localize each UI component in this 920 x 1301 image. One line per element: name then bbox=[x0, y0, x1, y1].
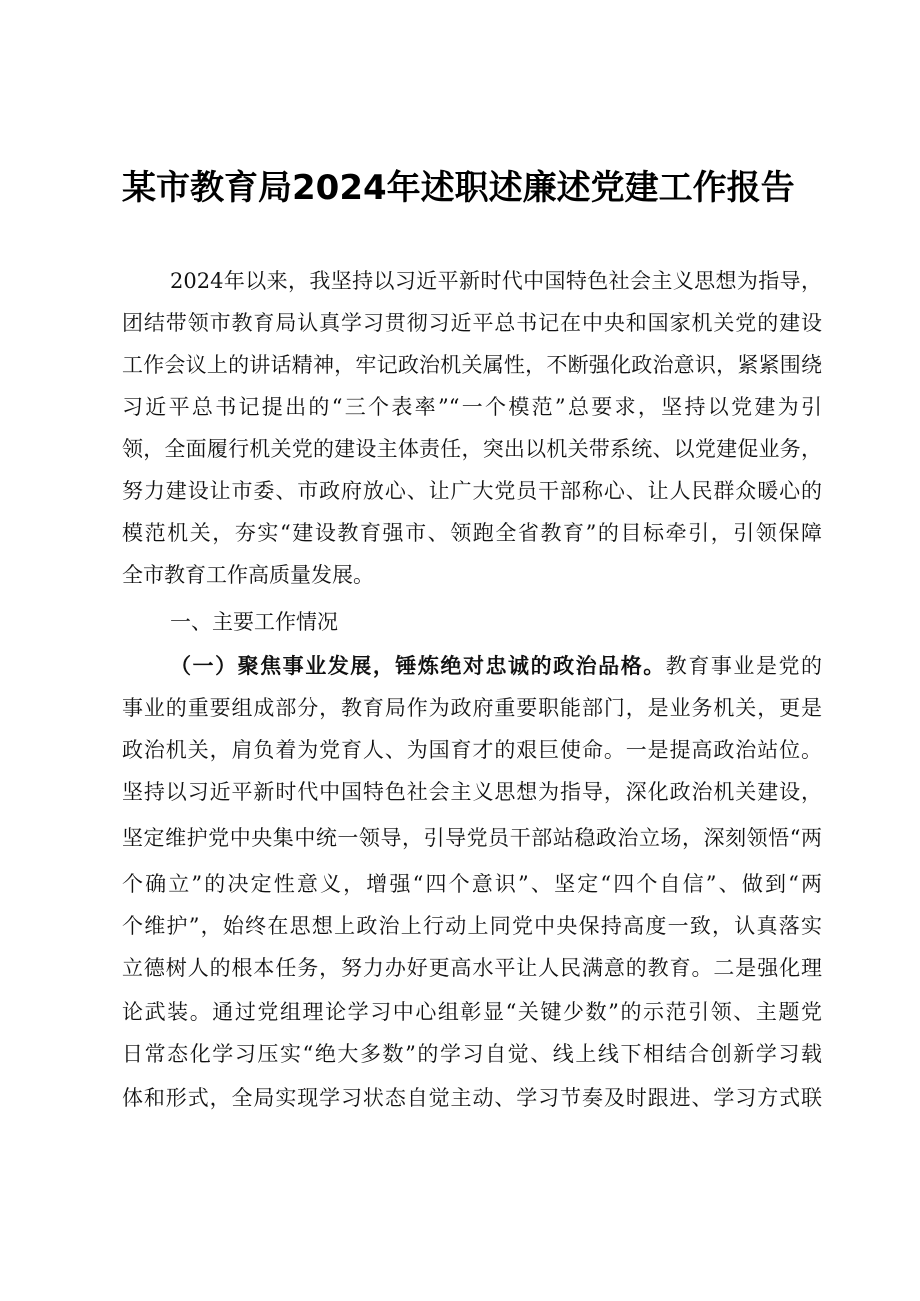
paragraph-line: 2024年以来，我坚持以习近平新时代中国特色社会主义思想为指导， bbox=[170, 269, 822, 293]
paragraph-line: 全市教育工作高质量发展。 bbox=[122, 563, 374, 587]
subsection-first-line bbox=[170, 648, 822, 684]
paragraph-line: 工作会议上的讲话精神，牢记政治机关属性，不断强化政治意识，紧紧围绕 bbox=[122, 353, 822, 377]
paragraph-line: 事业的重要组成部分，教育局作为政府重要职能部门，是业务机关，更是 bbox=[122, 696, 822, 720]
paragraph-line: 论武装。通过党组理论学习中心组彰显“关键少数”的示范引领、主题党 bbox=[122, 1000, 822, 1024]
paragraph-line: 模范机关，夯实“建设教育强市、领跑全省教育”的目标牵引，引领保障 bbox=[122, 521, 822, 545]
paragraph-line: 体和形式，全局实现学习状态自觉主动、学习节奏及时跟进、学习方式联 bbox=[122, 1086, 822, 1110]
paragraph-line: 政治机关，肩负着为党育人、为国育才的艰巨使命。一是提高政治站位。 bbox=[122, 738, 822, 762]
paragraph-line: 领，全面履行机关党的建设主体责任，突出以机关带系统、以党建促业务， bbox=[122, 437, 822, 461]
section-heading: 一、主要工作情况 bbox=[170, 610, 338, 634]
paragraph-line: 坚持以习近平新时代中国特色社会主义思想为指导，深化政治机关建设， bbox=[122, 780, 822, 804]
paragraph-line: 努力建设让市委、市政府放心、让广大党员干部称心、让人民群众暖心的 bbox=[122, 479, 822, 503]
subsection-heading: （一）聚焦事业发展，锤炼绝对忠诚的政治品格。 bbox=[170, 653, 666, 678]
paragraph-line: 坚定维护党中央集中统一领导，引导党员干部站稳政治立场，深刻领悟“两 bbox=[122, 826, 822, 850]
paragraph-line: 习近平总书记提出的“三个表率”“一个模范”总要求，坚持以党建为引 bbox=[122, 395, 822, 419]
paragraph-line: 日常态化学习压实“绝大多数”的学习自觉、线上线下相结合创新学习载 bbox=[122, 1042, 822, 1066]
paragraph-line: 立德树人的根本任务，努力办好更高水平让人民满意的教育。二是强化理 bbox=[122, 956, 822, 980]
paragraph-line: 团结带领市教育局认真学习贯彻习近平总书记在中央和国家机关党的建设 bbox=[122, 311, 822, 335]
subsection-text: 教育事业是党的 bbox=[665, 654, 822, 678]
paragraph-line: 个确立”的决定性意义，增强“四个意识”、坚定“四个自信”、做到“两 bbox=[122, 872, 822, 896]
page-title: 某市教育局2024年述职述廉述党建工作报告 bbox=[122, 168, 795, 208]
paragraph-line: 个维护”，始终在思想上政治上行动上同党中央保持高度一致，认真落实 bbox=[122, 914, 822, 938]
